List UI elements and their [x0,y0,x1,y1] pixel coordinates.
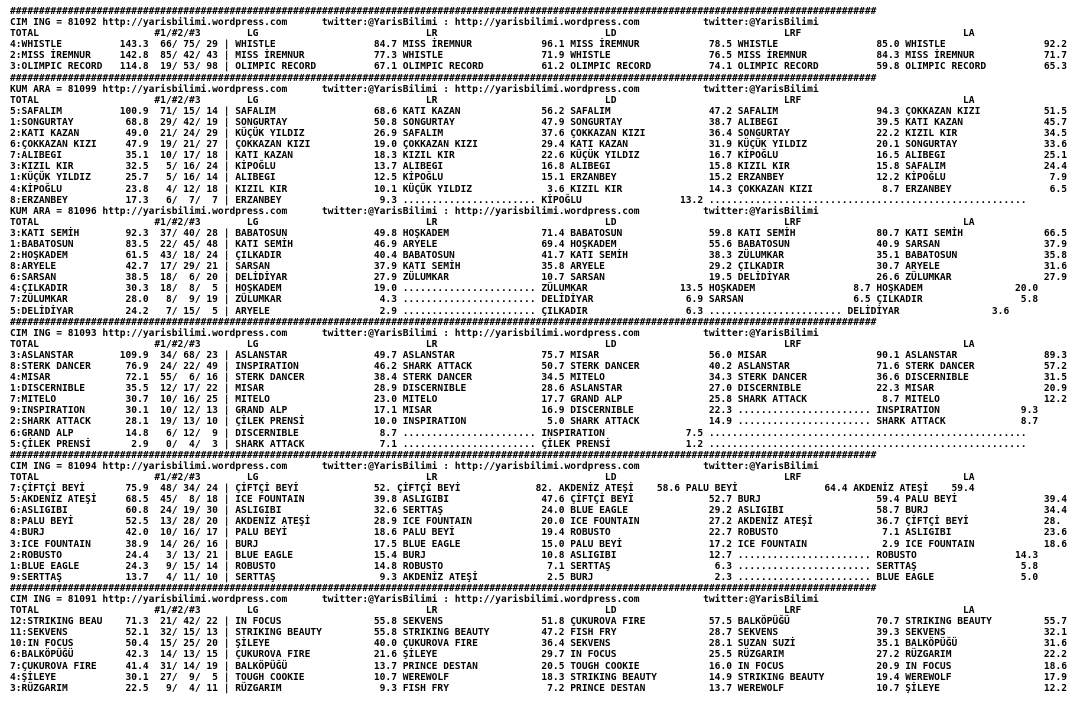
text-line: 4:WHISTLE 143.3 66/ 75/ 29 | WHISTLE 84.7 MISS İREMNUR 96.1 MISS İREMNUR 78.5 WHISTLE 85.0 WHISTLE 92.2 [10,39,1067,51]
text-line: 6:GRAND ALP 14.8 6/ 12/ 9 | DISCERNIBLE 8.7 ....................... INSPIRATION 7.5 ....................................................... [10,427,1027,439]
text-line: 6:ASLIGIBI 60.8 24/ 19/ 30 | ASLIGIBI 32.6 SERTTAŞ 24.0 BLUE EAGLE 29.2 ASLIGIBI 58.7 BURJ 34.4 [10,505,1067,517]
text-line: 1:BABATOSUN 83.5 22/ 45/ 48 | KATI SEMİH 46.9 ARYELE 69.4 HOŞKADEM 55.6 BABATOSUN 40.9 SARSAN 37.9 [10,238,1067,250]
text-line: TOTAL #1/#2/#3 LG LR LD LRF LA [10,338,975,350]
text-line: ###################################################################################################################################################### [10,72,877,84]
text-line: 4:BURJ 42.0 10/ 16/ 17 | PALU BEYİ 18.6 PALU BEYİ 19.4 ROBUSTO 22.7 ROBUSTO 7.1 ASLIGIBI 23.6 [10,527,1067,539]
text-line: ###################################################################################################################################################### [10,316,877,328]
text-line: KUM ARA = 81096 http://yarisbilimi.wordpress.com twitter:@YarisBilimi : http://yarisbilimi.wordpress.com twitter:@YarisBilimi [10,205,819,217]
text-line: 2:MISS İREMNUR 142.8 85/ 42/ 43 | MISS İREMNUR 77.3 WHISTLE 71.9 WHISTLE 76.5 MISS İREMNUR 84.3 MISS İREMNUR 71.7 [10,50,1067,62]
text-line: 6:ÇOKKAZAN KIZI 47.9 19/ 21/ 27 | ÇOKKAZAN KIZI 19.0 ÇOKKAZAN KIZI 29.4 KATI KAZAN 31.9 KÜÇÜK YILDIZ 20.1 SONGURTAY 33.6 [10,139,1067,151]
text-line: CIM ING = 81093 http://yarisbilimi.wordpress.com twitter:@YarisBilimi : http://yarisbilimi.wordpress.com twitter:@YarisBilimi [10,327,819,339]
text-line: TOTAL #1/#2/#3 LG LR LD LRF LA [10,471,975,483]
text-line: 4:ŞİLEYE 30.1 27/ 9/ 5 | TOUGH COOKIE 10.7 WEREWOLF 18.3 STRIKING BEAUTY 14.9 STRIKING BEAUTY 19.4 WEREWOLF 17.9 [10,671,1067,683]
text-line: 7:ÇİFTÇİ BEYİ 75.9 48/ 34/ 24 | ÇİFTÇİ BEYİ 52. ÇİFTÇİ BEYİ 82. AKDENİZ ATEŞİ 58.6 PALU BEYİ 64.4 AKDENİZ ATEŞİ 59.4 [10,483,975,495]
text-line: 3:KATI SEMİH 92.3 37/ 40/ 28 | BABATOSUN 49.8 HOŞKADEM 71.4 BABATOSUN 59.8 KATI SEMİH 80.7 KATI SEMİH 66.5 [10,227,1067,239]
text-line: TOTAL #1/#2/#3 LG LR LD LRF LA [10,216,975,228]
text-line: 3:ICE FOUNTAIN 38.9 14/ 26/ 16 | BURJ 17.5 BLUE EAGLE 15.0 PALU BEYİ 17.2 ICE FOUNTAIN 2.9 ICE FOUNTAIN 18.6 [10,538,1067,550]
text-line: CIM ING = 81094 http://yarisbilimi.wordpress.com twitter:@YarisBilimi : http://yarisbilimi.wordpress.com twitter:@YarisBilimi [10,460,819,472]
text-line: 2:HOŞKADEM 61.5 43/ 18/ 24 | ÇILKADIR 40.4 BABATOSUN 41.7 KATI SEMİH 38.3 ZÜLUMKAR 35.1 BABATOSUN 35.8 [10,250,1067,262]
text-line: 5:DELİDİYAR 24.2 7/ 15/ 5 | ARYELE 2.9 ....................... ÇILKADIR 6.3 ....................... DELİDİYAR 3.6 [10,305,1010,317]
text-line: TOTAL #1/#2/#3 LG LR LD LRF LA [10,94,975,106]
text-line: ###################################################################################################################################################### [10,449,877,461]
text-line: 8:STERK DANCER 76.9 24/ 22/ 49 | INSPIRATION 46.2 SHARK ATTACK 50.7 STERK DANCER 40.2 ASLANSTAR 71.6 STERK DANCER 57.2 [10,361,1067,372]
text-line: 1:BLUE EAGLE 24.3 9/ 15/ 14 | ROBUSTO 14.8 ROBUSTO 7.1 SERTTAŞ 6.3 ....................... SERTTAŞ 5.8 [10,560,1039,572]
text-line: 9:SERTTAŞ 13.7 4/ 11/ 10 | SERTTAŞ 9.3 AKDENİZ ATEŞİ 2.5 BURJ 2.3 ....................... BLUE EAGLE 5.0 [10,571,1039,583]
text-line: 1:KÜÇÜK YILDIZ 25.7 5/ 16/ 14 | ALIBEGI 12.5 KİPOĞLU 15.1 ERZANBEY 15.2 ERZANBEY 12.2 KİPOĞLU 7.9 [10,172,1067,184]
text-line: 4:ÇILKADIR 30.3 18/ 8/ 5 | HOŞKADEM 19.0 ....................... ZÜLUMKAR 13.5 HOŞKADEM 8.7 HOŞKADEM 20.0 [10,283,1039,295]
text-line: 7:ALIBEGI 35.1 10/ 17/ 18 | KATI KAZAN 18.3 KIZIL KIR 22.6 KÜÇÜK YILDIZ 16.7 KİPOĞLU 16.5 ALIBEGI 25.1 [10,150,1067,162]
text-line: 4:KİPOĞLU 23.8 4/ 12/ 18 | KIZIL KIR 10.1 KÜÇÜK YILDIZ 3.6 KIZIL KIR 14.3 ÇOKKAZAN KIZI 8.7 ERZANBEY 6.5 [10,183,1067,195]
text-line: 4:MISAR 72.1 55/ 6/ 16 | STERK DANCER 38.4 STERK DANCER 34.5 MITELO 34.3 STERK DANCER 36.6 DISCERNIBLE 31.5 [10,372,1067,384]
text-line: 8:ARYELE 42.7 17/ 29/ 21 | SARSAN 37.9 KATI SEMİH 35.8 ARYELE 29.2 ÇILKADIR 30.7 ARYELE 31.6 [10,261,1067,273]
text-line: 2:KATI KAZAN 49.0 21/ 24/ 29 | KÜÇÜK YILDIZ 26.9 SAFALIM 37.6 ÇOKKAZAN KIZI 36.4 SONGURTAY 22.2 KIZIL KIR 34.5 [10,128,1067,140]
text-line: ###################################################################################################################################################### [10,582,877,594]
text-line: 6:BALKÖPÜĞÜ 42.3 14/ 13/ 15 | ÇUKUROVA FIRE 21.6 ŞİLEYE 29.7 IN FOCUS 25.5 RÜZGARIM 27.2 RÜZGARIM 22.2 [10,649,1067,661]
text-line: TOTAL #1/#2/#3 LG LR LD LRF LA [10,605,975,617]
text-line: 5:AKDENİZ ATEŞİ 68.5 45/ 8/ 18 | ICE FOUNTAIN 39.8 ASLIGIBI 47.6 ÇİFTÇİ BEYİ 52.7 BURJ 59.4 PALU BEYİ 39.4 [10,494,1067,506]
text-line: 7:ÇUKUROVA FIRE 41.4 31/ 14/ 19 | BALKÖPÜĞÜ 13.7 PRINCE DESTAN 20.5 TOUGH COOKIE 16.0 IN FOCUS 20.9 IN FOCUS 18.6 [10,660,1067,672]
text-line: 3:ASLANSTAR 109.9 34/ 68/ 23 | ASLANSTAR 49.7 ASLANSTAR 75.7 MISAR 56.0 MISAR 90.1 ASLANSTAR 89.3 [10,349,1067,361]
text-line: CIM ING = 81091 http://yarisbilimi.wordpress.com twitter:@YarisBilimi : http://yarisbilimi.wordpress.com twitter:@YarisBilimi [10,593,819,605]
text-line: 6:SARSAN 38.5 18/ 6/ 20 | DELİDİYAR 27.9 ZÜLUMKAR 10.7 SARSAN 19.5 DELİDİYAR 26.6 ZÜLUMKAR 27.9 [10,272,1067,284]
text-line: 7:MITELO 30.7 10/ 16/ 25 | MITELO 23.0 MITELO 17.7 GRAND ALP 25.8 SHARK ATTACK 8.7 MITELO 12.2 [10,394,1067,406]
text-line: 9:INSPIRATION 30.1 10/ 12/ 13 | GRAND ALP 17.1 MISAR 16.9 DISCERNIBLE 22.3 ....................... INSPIRATION 9.3 [10,405,1039,417]
text-line: 8:ERZANBEY 17.3 6/ 7/ 7 | ERZANBEY 9.3 ....................... KİPOĞLU 13.2 ....................................................... [10,194,1027,206]
text-line: 11:SEKVENS 52.1 32/ 15/ 13 | STRIKING BEAUTY 55.8 STRIKING BEAUTY 47.2 FISH FRY 28.7 SEKVENS 39.3 SEKVENS 32.1 [10,627,1067,639]
text-line: ###################################################################################################################################################### [10,6,877,17]
text-line: 2:SHARK ATTACK 28.1 19/ 13/ 10 | ÇİLEK PRENSİ 10.0 INSPIRATION 5.0 SHARK ATTACK 14.9 ....................... SHARK ATTACK 8.7 [10,416,1039,428]
text-line: TOTAL #1/#2/#3 LG LR LD LRF LA [10,28,975,40]
text-line: 1:SONGURTAY 68.8 29/ 42/ 19 | SONGURTAY 50.8 SONGURTAY 47.9 SONGURTAY 38.7 ALIBEGI 39.5 KATI KAZAN 45.7 [10,116,1067,128]
text-line: KUM ARA = 81099 http://yarisbilimi.wordpress.com twitter:@YarisBilimi : http://yarisbilimi.wordpress.com twitter:@YarisBilimi [10,83,819,95]
text-line: 5:SAFALIM 100.9 71/ 15/ 14 | SAFALIM 68.6 KATI KAZAN 56.2 SAFALIM 47.2 SAFALIM 94.3 ÇOKKAZAN KIZI 51.5 [10,105,1067,117]
text-line: 7:ZÜLUMKAR 28.0 8/ 9/ 19 | ZÜLUMKAR 4.3 ....................... DELİDİYAR 6.9 SARSAN 6.5 ÇILKADIR 5.8 [10,294,1039,306]
text-line: 8:PALU BEYİ 52.5 13/ 28/ 20 | AKDENİZ ATEŞİ 28.9 ICE FOUNTAIN 20.0 ICE FOUNTAIN 27.2 AKDENİZ ATEŞİ 36.7 ÇİFTÇİ BEYİ 28. [10,516,1062,528]
text-line: 3:KIZIL KIR 32.5 5/ 16/ 24 | KİPOĞLU 13.7 ALIBEGI 16.8 ALIBEGI 15.8 KIZIL KIR 15.8 SAFALIM 24.4 [10,161,1067,173]
text-line: 1:DISCERNIBLE 35.5 12/ 17/ 22 | MISAR 28.9 DISCERNIBLE 28.6 ASLANSTAR 27.0 DISCERNIBLE 22.3 MISAR 20.9 [10,383,1067,395]
text-line: 3:OLIMPIC RECORD 114.8 19/ 53/ 98 | OLIMPIC RECORD 67.1 OLIMPIC RECORD 61.2 OLIMPIC RECORD 74.1 OLIMPIC RECORD 59.8 OLIMPIC RECORD 65.3 [10,61,1067,73]
text-line: 10:IN FOCUS 50.4 15/ 25/ 20 | ŞİLEYE 40.0 ÇUKUROVA FIRE 36.4 SEKVENS 28.1 SUZAN SUZİ 35.1 BALKÖPÜĞÜ 31.6 [10,638,1067,650]
text-line: 3:RÜZGARIM 22.5 9/ 4/ 11 | RÜZGARIM 9.3 FISH FRY 7.2 PRINCE DESTAN 13.7 WEREWOLF 10.7 ŞİLEYE 12.2 [10,682,1067,694]
text-line: 2:ROBUSTO 24.4 3/ 13/ 21 | BLUE EAGLE 15.4 BURJ 10.8 ASLIGIBI 12.7 ....................... ROBUSTO 14.3 [10,549,1039,561]
text-line: 5:ÇİLEK PRENSİ 2.9 0/ 4/ 3 | SHARK ATTACK 7.1 ....................... ÇİLEK PRENSİ 1.2 ....................................................... [10,438,1027,450]
text-line: CIM ING = 81092 http://yarisbilimi.wordpress.com twitter:@YarisBilimi : http://yarisbilimi.wordpress.com twitter:@YarisBilimi [10,17,819,29]
text-line: 12:STRIKING BEAU 71.3 21/ 42/ 22 | IN FOCUS 55.8 SEKVENS 51.8 ÇUKUROVA FIRE 57.5 BALKÖPÜĞÜ 70.7 STRIKING BEAUTY 55.7 [10,616,1067,628]
